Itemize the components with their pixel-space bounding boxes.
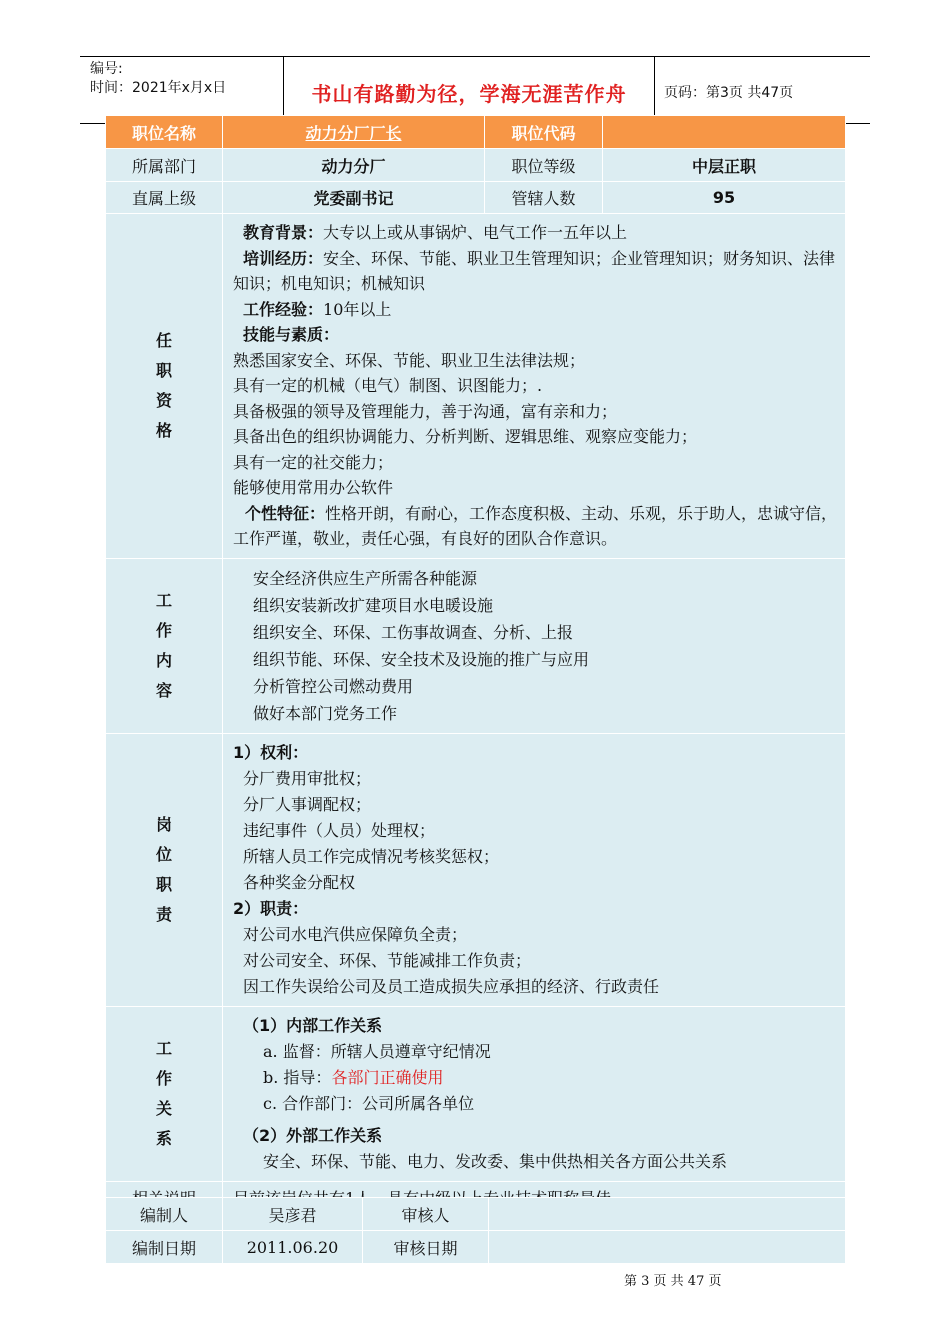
dept-row	[106, 149, 846, 182]
level-label: 职位等级	[485, 149, 603, 182]
label-char: 职	[155, 874, 172, 894]
item-prefix: c.	[263, 1093, 278, 1113]
label-char: 容	[155, 680, 172, 700]
education-line	[233, 220, 837, 246]
superior-value: 党委副书记	[223, 182, 485, 214]
headcount-label: 管辖人数	[485, 182, 603, 214]
relations-label	[106, 1006, 223, 1181]
author-value: 吴彦君	[223, 1198, 363, 1231]
training-label: 培训经历：	[243, 248, 324, 268]
education-text: 大专以上或从事锅炉、电气工作一五年以上	[323, 223, 628, 242]
header-divider-right	[654, 56, 655, 124]
responsibility-item: 对公司水电汽供应保障负全责；	[243, 924, 468, 944]
experience-text: 10年以上	[323, 299, 392, 319]
responsibility-item: 因工作失误给公司及员工造成损失应承担的经济、行政责任	[243, 976, 660, 996]
title-value: 动力分厂厂长	[223, 116, 485, 149]
header-motto: 书山有路勤为径，学海无涯苦作舟	[311, 82, 627, 106]
internal-relation-item	[233, 1039, 837, 1065]
skill-item: 具备出色的组织协调能力、分析判断、逻辑思维、观察应变能力；	[233, 427, 698, 446]
external-relations-label: （2）外部工作关系	[243, 1125, 383, 1145]
training-line	[233, 246, 837, 297]
internal-relation-item	[233, 1065, 837, 1091]
item-label: 指导：	[283, 1067, 332, 1087]
date-label: 编制日期	[106, 1231, 223, 1264]
signature-table	[105, 1197, 846, 1264]
work-item: 安全经济供应生产所需各种能源	[253, 568, 478, 588]
item-label: 合作部门：	[282, 1093, 363, 1113]
date-row	[106, 1231, 846, 1264]
item-prefix: a.	[263, 1041, 278, 1061]
education-label: 教育背景：	[243, 223, 324, 242]
review-date-label: 审核日期	[363, 1231, 489, 1264]
duties-row	[106, 733, 846, 1006]
external-relations-text: 安全、环保、节能、电力、发改委、集中供热相关各方面公共关系	[263, 1151, 728, 1171]
label-char: 资	[155, 390, 172, 410]
label-char: 格	[155, 420, 172, 440]
label-char: 位	[155, 844, 172, 864]
skill-item: 具有一定的机械（电气）制图、识图能力；.	[233, 376, 543, 395]
label-char: 关	[155, 1098, 172, 1118]
skill-item: 具有一定的社交能力；	[233, 452, 394, 472]
skill-item: 具备极强的领导及管理能力，善于沟通，富有亲和力；	[233, 401, 618, 421]
review-date-value	[489, 1231, 846, 1264]
label-char: 作	[155, 1068, 172, 1088]
work-content-label	[106, 558, 223, 733]
right-item: 分厂人事调配权；	[243, 794, 372, 814]
skill-item: 能够使用常用办公软件	[233, 478, 394, 497]
duties-label	[106, 733, 223, 1006]
date-label: 时间：2021年x月x日	[90, 80, 227, 96]
work-item: 组织节能、环保、安全技术及设施的推广与应用	[253, 649, 590, 669]
number-label: 编号:	[90, 61, 123, 77]
qualifications-label	[106, 214, 223, 559]
label-char: 岗	[155, 814, 172, 834]
item-prefix: b.	[263, 1067, 279, 1087]
work-content-list	[223, 558, 846, 733]
label-char: 任	[155, 330, 172, 350]
skill-item: 熟悉国家安全、环保、节能、职业卫生法律法规；	[233, 350, 586, 370]
code-label: 职位代码	[485, 116, 603, 149]
right-item: 所辖人员工作完成情况考核奖惩权；	[243, 846, 500, 866]
internal-relation-item	[233, 1091, 837, 1117]
relations-content	[223, 1006, 846, 1181]
label-char: 系	[155, 1128, 172, 1148]
job-description-table	[105, 115, 846, 1215]
title-row	[106, 116, 846, 149]
doc-meta	[90, 60, 226, 98]
label-char: 职	[155, 360, 172, 380]
label-char: 工	[155, 590, 172, 610]
skills-label: 技能与素质：	[243, 325, 340, 344]
headcount-value: 95	[603, 182, 846, 214]
item-text: 各部门正确使用	[331, 1067, 444, 1087]
date-value: 2011.06.20	[223, 1231, 363, 1264]
header-page-number: 页码：第3页 共47页	[664, 85, 794, 101]
dept-label: 所属部门	[106, 149, 223, 182]
author-label: 编制人	[106, 1198, 223, 1231]
work-item: 做好本部门党务工作	[253, 703, 398, 723]
dept-value: 动力分厂	[223, 149, 485, 182]
right-item: 违纪事件（人员）处理权；	[243, 820, 436, 840]
responsibilities-label: 2）职责：	[233, 898, 309, 918]
work-item: 分析管控公司燃动费用	[253, 676, 414, 696]
reviewer-label: 审核人	[363, 1198, 489, 1231]
item-text: 所辖人员遵章守纪情况	[330, 1041, 491, 1061]
code-value	[603, 116, 846, 149]
level-value: 中层正职	[603, 149, 846, 182]
label-char: 责	[155, 904, 172, 924]
label-char: 工	[155, 1038, 172, 1058]
work-item: 组织安装新改扩建项目水电暖设施	[253, 595, 494, 615]
title-label: 职位名称	[106, 116, 223, 149]
superior-row	[106, 182, 846, 214]
personality-text: 性格开朗，有耐心，工作态度积极、主动、乐观，乐于助人，忠诚守信，工作严谨，敬业，责任心强，有良好的团队合作意识。	[233, 503, 838, 548]
personality-line	[233, 501, 837, 552]
internal-relations-label: （1）内部工作关系	[243, 1015, 383, 1035]
superior-label: 直属上级	[106, 182, 223, 214]
footer-page-number: 第 3 页 共 47 页	[624, 1274, 722, 1289]
work-item: 组织安全、环保、工伤事故调查、分析、上报	[253, 622, 574, 642]
author-row	[106, 1198, 846, 1231]
header-top-rule	[80, 56, 870, 57]
training-text: 安全、环保、节能、职业卫生管理知识；企业管理知识；财务知识、法律知识；机电知识；机械知识	[233, 248, 836, 293]
label-char: 内	[155, 650, 172, 670]
experience-line	[233, 297, 837, 323]
item-text: 公司所属各单位	[362, 1093, 475, 1113]
item-label: 监督：	[282, 1041, 331, 1061]
duties-content	[223, 733, 846, 1006]
right-item: 各种奖金分配权	[243, 872, 356, 892]
label-char: 作	[155, 620, 172, 640]
relations-row	[106, 1006, 846, 1181]
responsibility-item: 对公司安全、环保、节能减排工作负责；	[243, 950, 532, 970]
rights-label: 1）权利：	[233, 742, 309, 762]
reviewer-value	[489, 1198, 846, 1231]
qualifications-content	[223, 214, 846, 559]
work-content-row	[106, 558, 846, 733]
qualifications-row	[106, 214, 846, 559]
experience-label: 工作经验：	[243, 299, 324, 319]
right-item: 分厂费用审批权；	[243, 768, 372, 788]
personality-label: 个性特征：	[245, 503, 326, 523]
